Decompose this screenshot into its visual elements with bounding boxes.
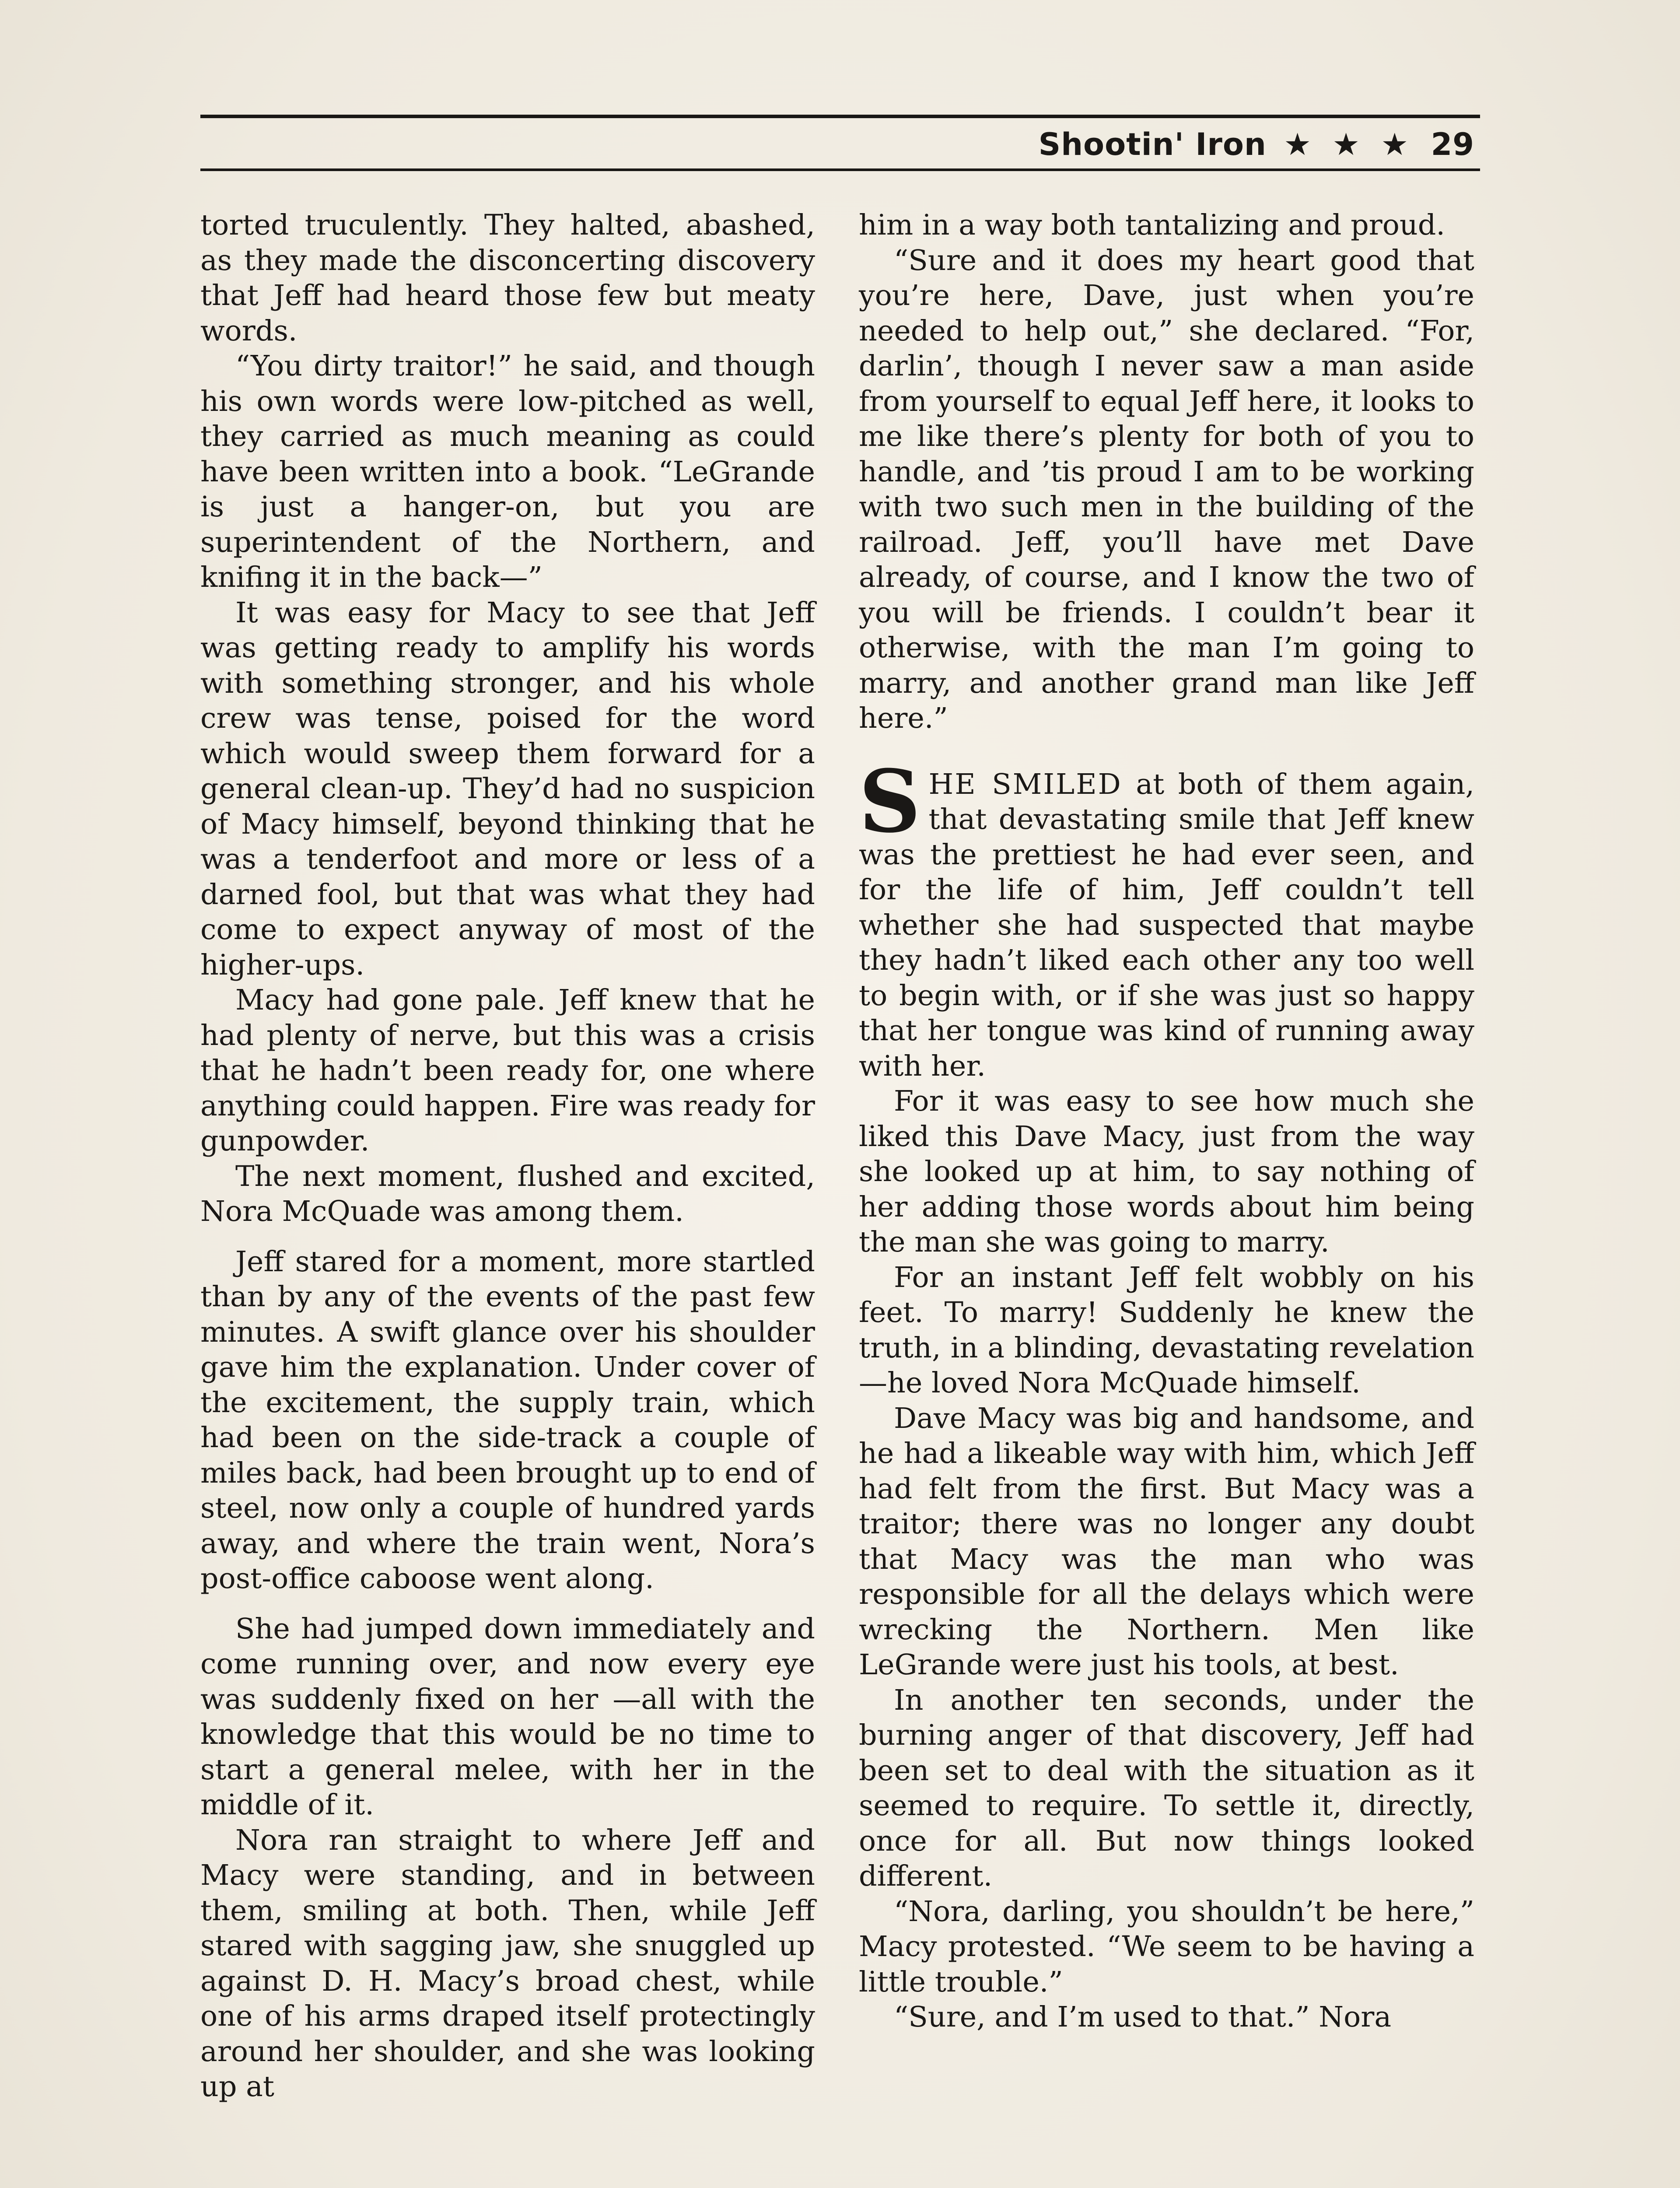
dropcap-paragraph-text: at both of them again, that devastating smile that Jeff knew was the prettiest he had ever seen, and for the life of him, Jeff couldn’t tell whether she had suspected that maybe they hadn’t liked each other any too well to begin with, or if she was just so happy that her tongue was kind of running away with her. [859,768,1474,1083]
header-rule-bottom [200,168,1480,171]
paragraph: For an instant Jeff felt wobbly on his feet. To marry! Suddenly he knew the truth, in a blinding, devastating revelation—he loved Nora McQuade himself. [859,1261,1474,1399]
paragraph: him in a way both tantalizing and proud. [859,209,1446,242]
paragraph: The next moment, flushed and excited, Nora McQuade was among them. [200,1160,815,1228]
paragraph: “Nora, darling, you shouldn’t be here,” Macy protested. “We seem to be having a little trouble.” [859,1895,1474,1999]
magazine-title: Shootin' Iron [1038,126,1267,162]
page-number: 29 [1431,126,1474,162]
paragraph: Nora ran straight to where Jeff and Macy were standing, and in between them, smiling at both. Then, while Jeff stared with sagging jaw, she snuggled up against D. H. Macy’s broad chest, while one of his arms draped itself protectingly around her shoulder, and she was looking up at [200,1823,815,2103]
paragraph: torted truculently. They halted, abashed, as they made the disconcerting discovery that Jeff had heard those few but meaty words. [200,209,815,347]
paragraph: Macy had gone pale. Jeff knew that he had plenty of nerve, but this was a crisis that he hadn’t been ready for, one where anything could happen. Fire was ready for gunpowder. [200,984,815,1157]
paragraph: “Sure and it does my heart good that you’re here, Dave, just when you’re needed to help out,” she declared. “For, darlin’, though I never saw a man aside from yourself to equal Jeff here, it looks to me like there’s plenty for both of you to handle, and ’tis proud I am to be working with two such men in the building of the railroad. Jeff, you’ll have met Dave already, of course, and I know the two of you will be friends. I couldn’t bear it otherwise, with the man I’m going to marry, and another grand man like Jeff here.” [859,244,1474,735]
running-head [1039,126,1474,163]
paragraph: In another ten seconds, under the burning anger of that discovery, Jeff had been set to deal with the situation as it seemed to require. To settle it, directly, once for all. But now things looked different. [859,1683,1474,1893]
dropcap-paragraph [859,751,1474,1084]
paragraph: “Sure, and I’m used to that.” Nora [894,2001,1392,2034]
paragraph: It was easy for Macy to see that Jeff was getting ready to amplify his words with something stronger, and his whole crew was tense, poised for the word which would sweep them forward for a general clean-up. They’d had no suspicion of Macy himself, beyond thinking that he was a tenderfoot and more or less of a darned fool, but that was what they had come to expect anyway of most of the higher-ups. [200,596,815,982]
paragraph: “You dirty traitor!” he said, and though his own words were low-pitched as well, they carried as much meaning as could have been written into a book. “LeGrande is just a hanger-on, but you are superintendent of the Northern, and knifing it in the back—” [200,350,815,594]
header-rule-top [200,115,1480,118]
paragraph: Dave Macy was big and handsome, and he had a likeable way with him, which Jeff had felt from the first. But Macy was a traitor; there was no longer any doubt that Macy was the man who was responsible for all the delays which were wrecking the Northern. Men like LeGrande were just his tools, at best. [859,1402,1474,1681]
right-column [859,208,1474,2035]
paragraph: For it was easy to see how much she liked this Dave Macy, just from the way she looked up at him, to say nothing of her adding those words about him being the man she was going to marry. [859,1085,1474,1259]
star-ornaments: ★ ★ ★ [1284,126,1414,162]
drop-cap: S [859,751,921,852]
paragraph: She had jumped down immediately and come running over, and now every eye was suddenly fixed on her —all with the knowledge that this would be no time to start a general melee, with her in the middle of it. [200,1612,815,1821]
left-column [200,208,815,2105]
dropcap-lead-in: HE SMILED [928,768,1122,801]
paragraph: Jeff stared for a moment, more startled than by any of the events of the past few minutes. A swift glance over his shoulder gave him the explanation. Under cover of the excitement, the supply train, which had been on the side-track a couple of miles back, had been brought up to end of steel, now only a couple of hundred yards away, and where the train went, Nora’s post-office caboose went along. [200,1245,815,1595]
